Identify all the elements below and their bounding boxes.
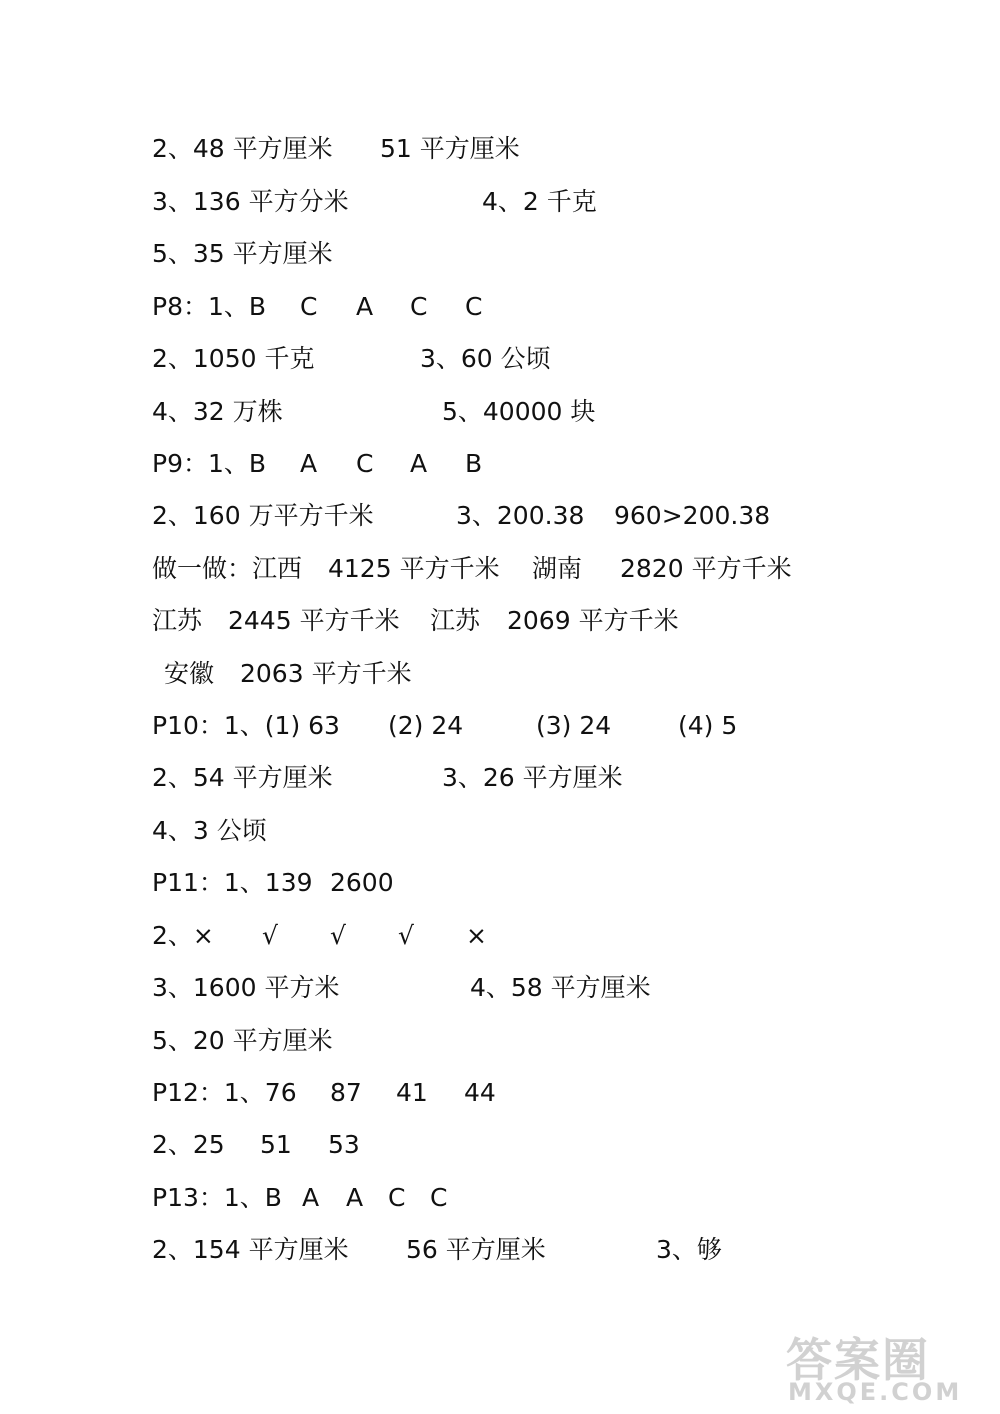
answer-line (0, 1125, 1000, 1165)
answer-line (0, 706, 1000, 746)
answer-item: 5、40000 块 (442, 397, 596, 426)
answer-item: A (346, 1183, 364, 1212)
watermark-title: 答案圈 (786, 1333, 930, 1387)
answer-item: 2、25 (152, 1130, 225, 1159)
answer-line (0, 1230, 1000, 1270)
answer-item: 3、够 (656, 1235, 722, 1264)
answer-item: 2、× (152, 921, 214, 950)
answer-item: P9：1、B (152, 449, 267, 478)
answer-item: C (388, 1183, 406, 1212)
answer-item: 湖南 (532, 554, 583, 583)
answer-line (0, 392, 1000, 432)
answer-item: A (302, 1183, 320, 1212)
answer-item: 3、136 平方分米 (152, 187, 349, 216)
answer-item: 4、32 万株 (152, 397, 283, 426)
answer-item: 2、48 平方厘米 (152, 134, 333, 163)
answer-line (0, 339, 1000, 379)
answer-item: A (356, 292, 374, 321)
answer-item: 4、2 千克 (482, 187, 597, 216)
answer-item: 3、200.38 (456, 501, 585, 530)
answer-item: B (465, 449, 483, 478)
answer-item: 2、54 平方厘米 (152, 763, 333, 792)
answer-item: 51 (260, 1130, 292, 1159)
answer-line (0, 811, 1000, 851)
answer-item: 5、35 平方厘米 (152, 239, 333, 268)
watermark-url: MXQE.COM (788, 1378, 963, 1406)
answer-item: A (410, 449, 428, 478)
answer-item: 2820 平方千米 (620, 554, 792, 583)
answer-item: 4、3 公顷 (152, 816, 267, 845)
answer-item: 2069 平方千米 (507, 606, 679, 635)
answer-line (0, 1073, 1000, 1113)
answer-item: 2、154 平方厘米 (152, 1235, 349, 1264)
answer-item: P13：1、B (152, 1183, 282, 1212)
answer-item: 87 (330, 1078, 362, 1107)
answer-item: P11：1、139 (152, 868, 313, 897)
answer-item: 53 (328, 1130, 360, 1159)
answer-item: 3、26 平方厘米 (442, 763, 623, 792)
answer-item: × (466, 921, 487, 950)
answer-item: (2) 24 (388, 711, 464, 740)
answer-line (0, 758, 1000, 798)
answer-item: C (356, 449, 374, 478)
answer-item: A (300, 449, 318, 478)
answer-line (0, 1021, 1000, 1061)
answer-item: 4、58 平方厘米 (470, 973, 651, 1002)
answer-item: C (410, 292, 428, 321)
answer-item: 4125 平方千米 (328, 554, 500, 583)
answer-item: 做一做：江西 (152, 554, 303, 583)
answer-item: √ (330, 921, 346, 950)
answer-line (0, 654, 1000, 694)
answer-item: C (465, 292, 483, 321)
answer-item: 2、1050 千克 (152, 344, 315, 373)
answer-item: 5、20 平方厘米 (152, 1026, 333, 1055)
answer-item: 51 平方厘米 (380, 134, 520, 163)
answer-item: 2445 平方千米 (228, 606, 400, 635)
answer-line (0, 234, 1000, 274)
answer-item: 56 平方厘米 (406, 1235, 546, 1264)
answer-item: √ (398, 921, 414, 950)
answer-line (0, 601, 1000, 641)
answer-item: (3) 24 (536, 711, 612, 740)
answer-line (0, 549, 1000, 589)
answer-line (0, 863, 1000, 903)
answer-line (0, 968, 1000, 1008)
answer-item: 2063 平方千米 (240, 659, 412, 688)
answer-item: 960>200.38 (614, 501, 771, 530)
answer-item: 2、160 万平方千米 (152, 501, 374, 530)
answer-line (0, 182, 1000, 222)
answer-item: 3、1600 平方米 (152, 973, 340, 1002)
answer-item: 2600 (330, 868, 394, 897)
answer-item: 江苏 (430, 606, 481, 635)
answer-item: P8：1、B (152, 292, 267, 321)
answer-item: 44 (464, 1078, 496, 1107)
answer-item: C (300, 292, 318, 321)
answer-item: 41 (396, 1078, 428, 1107)
answer-item: P12：1、76 (152, 1078, 297, 1107)
answer-item: P10：1、(1) 63 (152, 711, 340, 740)
answer-line (0, 916, 1000, 956)
answer-line (0, 444, 1000, 484)
watermark-logo (778, 1324, 988, 1410)
answer-item: 安徽 (164, 659, 215, 688)
answer-line (0, 496, 1000, 536)
answer-item: √ (262, 921, 278, 950)
answer-item: 江苏 (152, 606, 203, 635)
answer-line (0, 1178, 1000, 1218)
answer-line (0, 129, 1000, 169)
answer-item: C (430, 1183, 448, 1212)
answer-item: (4) 5 (678, 711, 738, 740)
answer-line (0, 287, 1000, 327)
answer-item: 3、60 公顷 (420, 344, 551, 373)
